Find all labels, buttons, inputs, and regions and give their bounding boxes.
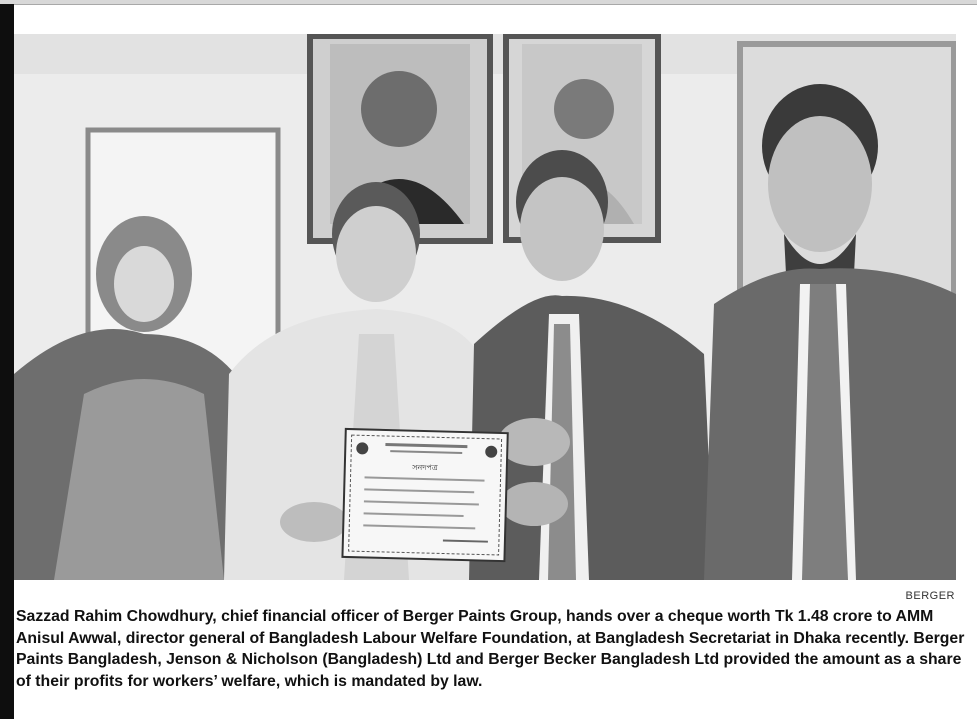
left-margin-bar xyxy=(0,4,14,719)
certificate-heading: সনদপত্র xyxy=(412,463,438,472)
photo-caption: Sazzad Rahim Chowdhury, chief financial officer of Berger Paints Group, hands over a cheque worth Tk 1.48 crore to AMM Anisul Awwal, director general of Bangladesh Labour Welfare Foundation, at Bangladesh Secretariat in Dhaka recently. Berger Paints Bangladesh, Jenson & Nicholson (Bangladesh) Ltd and Berger Becker Bangladesh Ltd provided the amount as a share of their profits for workers’ welfare, which is mandated by law. xyxy=(16,608,965,690)
photo-credit: BERGER xyxy=(905,590,955,602)
top-rule xyxy=(0,0,977,5)
news-photo xyxy=(14,34,956,580)
